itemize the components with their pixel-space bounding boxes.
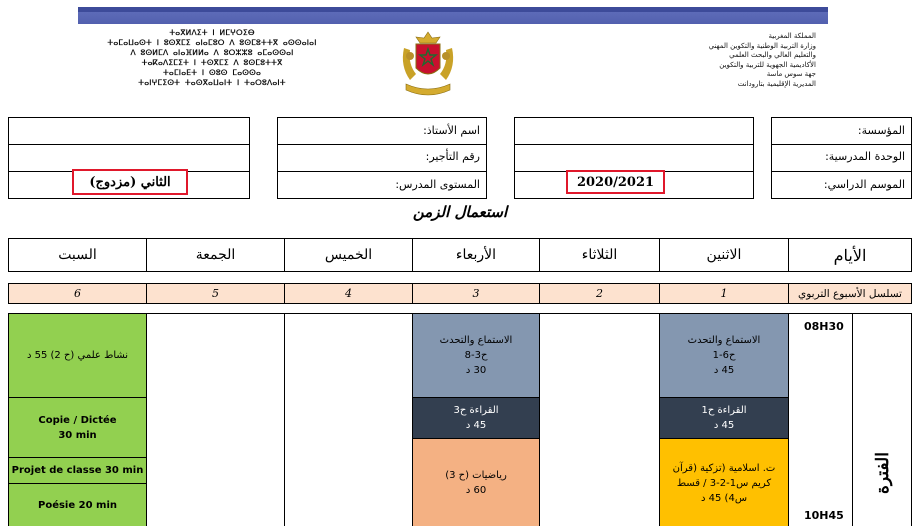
arabic-header-line: المديرية الإقليمية بتارودانت bbox=[737, 79, 816, 88]
moroccan-coat-of-arms-icon bbox=[396, 28, 460, 100]
saturday-poetry-block bbox=[9, 484, 146, 526]
wednesday-reading-block bbox=[413, 398, 539, 439]
period-column bbox=[852, 314, 911, 526]
saturday-dictation-duration: 30 min bbox=[58, 429, 97, 441]
friday-column bbox=[146, 314, 284, 526]
tifinagh-header bbox=[82, 28, 342, 88]
monday-listening-duration: 45 د bbox=[713, 365, 735, 376]
employee-number-label: رقم التأجير: bbox=[425, 150, 480, 163]
week-sequence-6: 6 bbox=[74, 287, 81, 300]
tifinagh-line: ⵜⴰⴳⵍⴷⵉⵜ ⵏ ⵍⵎⵖⵔⵉⴱ bbox=[169, 28, 255, 37]
week-sequence-5: 5 bbox=[146, 284, 284, 303]
wednesday-listening-duration: 30 د bbox=[465, 365, 487, 376]
monday-islamic-line3: س4) 45 د bbox=[700, 492, 748, 504]
arabic-header-line: جهة سوس ماسة bbox=[766, 70, 816, 79]
tifinagh-line: ⵜⴰⴽⴰⴷⵉⵎⵉⵜ ⵏ ⵜⵙⴳⵎⵉ ⴷ ⵓⵙⵎⵓⵜⵜⴳ bbox=[141, 58, 283, 67]
time-end: 10H45 bbox=[804, 509, 844, 522]
monday-islamic-line2: كريم س1-2-3 / قسط bbox=[676, 477, 772, 489]
wednesday-math-duration: 60 د bbox=[465, 485, 487, 496]
saturday-dictation-block bbox=[9, 398, 146, 458]
period-label: الفترة bbox=[873, 452, 893, 494]
week-sequence-1: 1 bbox=[659, 284, 788, 303]
tuesday-column bbox=[539, 314, 659, 526]
tifinagh-line: ⵜⴰⵎⴰⵡⴰⵙⵜ ⵏ ⵓⵙⴳⵎⵉ ⴰⵏⴰⵎⵓⵔ ⴷ ⵓⵙⵎⵓⵜⵜⴳ ⴰⵙⵙⴰⵏⴰⵏ bbox=[107, 38, 317, 47]
week-sequence-2: 2 bbox=[539, 284, 659, 303]
arabic-header-line: المملكة المغربية bbox=[768, 32, 816, 40]
days-header-label: الأيام bbox=[788, 239, 911, 271]
arabic-header-line: والتعليم العالي والبحث العلمي bbox=[729, 51, 816, 60]
level-label: المستوى المدرس: bbox=[395, 178, 480, 191]
saturday-project-text: Projet de classe 30 min bbox=[11, 465, 144, 476]
day-thursday: الخميس bbox=[284, 239, 412, 271]
monday-islamic-line1: ت. اسلامية (تزكية (قرآن bbox=[672, 462, 776, 474]
days-header-row bbox=[8, 238, 912, 272]
day-monday: الاثنين bbox=[659, 239, 788, 271]
day-tuesday: الثلاثاء bbox=[539, 239, 659, 271]
school-year-label: الموسم الدراسي: bbox=[823, 178, 905, 191]
wednesday-reading-title: القراءة ح3 bbox=[453, 405, 499, 416]
level-value: الثاني (مزدوج) bbox=[72, 169, 188, 195]
teacher-info-box bbox=[277, 117, 487, 199]
page-title: استعمال الزمن bbox=[412, 203, 508, 221]
week-sequence-label: تسلسل الأسبوع التربوي bbox=[788, 284, 911, 303]
teacher-name-label: اسم الأستاذ: bbox=[423, 124, 480, 137]
tifinagh-line: ⵜⴰⵏⵖⵎⵉⵙⵜ ⵜⴰⵙⴳⴰⵡⴰⵏⵜ ⵏ ⵜⴰⵔⵓⴷⴰⵏⵜ bbox=[138, 78, 286, 87]
wednesday-math-title: رياضيات (ح 3) bbox=[445, 470, 507, 481]
week-sequence-4: 4 bbox=[284, 284, 412, 303]
institution-label: المؤسسة: bbox=[857, 124, 905, 137]
monday-reading-title: القراءة ح1 bbox=[701, 405, 747, 416]
arabic-header-line: وزارة التربية الوطنية والتكوين المهني bbox=[708, 41, 816, 50]
tifinagh-line: ⵜⴰⵎⵏⴰⴹⵜ ⵏ ⵙⵓⵙ ⵎⴰⵙⵙⴰ bbox=[162, 68, 262, 77]
wednesday-listening-title: الاستماع والتحدث bbox=[439, 335, 513, 346]
wednesday-listening-ref: ح3-8 bbox=[464, 350, 488, 361]
day-friday: الجمعة bbox=[146, 239, 284, 271]
monday-listening-block bbox=[660, 314, 788, 398]
wednesday-listening-block bbox=[413, 314, 539, 398]
thursday-column bbox=[284, 314, 412, 526]
week-sequence-3: 3 bbox=[412, 284, 539, 303]
day-wednesday: الأربعاء bbox=[412, 239, 539, 271]
week-sequence-row bbox=[8, 283, 912, 304]
schedule-grid bbox=[8, 313, 912, 526]
arabic-header-line: الأكاديمية الجهوية للتربية والتكوين bbox=[719, 60, 816, 69]
time-start: 08H30 bbox=[804, 320, 844, 333]
arabic-header bbox=[616, 32, 816, 90]
tifinagh-line: ⴷ ⵓⵙⵍⵎⴷ ⴰⵏⴰⴼⵍⵍⴰ ⴷ ⵓⵔⵣⵣⵓ ⴰⵎⴰⵙⵙⴰⵏ bbox=[130, 48, 294, 57]
wednesday-column bbox=[412, 314, 539, 526]
monday-reading-duration: 45 د bbox=[713, 420, 735, 431]
wednesday-reading-duration: 45 د bbox=[465, 420, 487, 431]
saturday-science-text: نشاط علمي (ح 2) 55 د bbox=[26, 350, 129, 361]
institution-info-box bbox=[771, 117, 912, 199]
monday-reading-block bbox=[660, 398, 788, 439]
saturday-poetry-text: Poésie 20 min bbox=[38, 500, 117, 511]
school-year-value: 2020/2021 bbox=[566, 170, 665, 194]
day-saturday: السبت bbox=[58, 247, 97, 263]
saturday-project-block bbox=[9, 458, 146, 484]
saturday-column bbox=[9, 314, 146, 526]
monday-listening-ref: ح6-1 bbox=[712, 350, 736, 361]
monday-column bbox=[659, 314, 788, 526]
saturday-dictation-title: Copie / Dictée bbox=[38, 414, 117, 426]
monday-islamic-block bbox=[660, 439, 788, 526]
school-unit-label: الوحدة المدرسية: bbox=[825, 150, 905, 163]
monday-listening-title: الاستماع والتحدث bbox=[687, 335, 761, 346]
wednesday-math-block bbox=[413, 439, 539, 526]
time-column bbox=[788, 314, 852, 526]
saturday-science-block bbox=[9, 314, 146, 398]
